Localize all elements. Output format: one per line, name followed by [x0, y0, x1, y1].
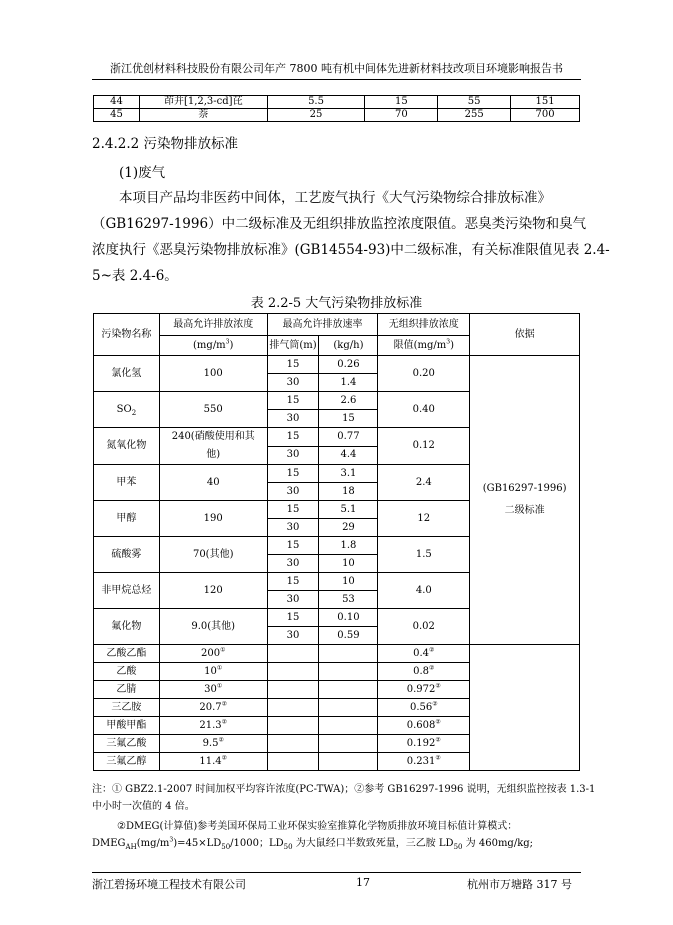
pollutant-name: 甲酸甲酯 [94, 717, 160, 735]
stack-height: 30 [267, 627, 319, 645]
emission-rate [319, 753, 378, 771]
table-cell: 15 [365, 96, 438, 109]
footer-rule [92, 872, 581, 873]
fugitive-limit: 0.12 [378, 428, 470, 465]
max-concentration: 20.7② [159, 699, 267, 717]
table-cell: 151 [511, 96, 580, 109]
pollutant-name: 乙酸乙酯 [94, 645, 160, 663]
stack-height: 15 [267, 537, 319, 555]
table-caption: 表 2.2-5 大气污染物排放标准 [250, 296, 423, 311]
stack-height: 15 [267, 392, 319, 410]
pollutant-name: 三乙胺 [94, 699, 160, 717]
emission-rate: 2.6 [319, 392, 378, 410]
pollutant-name: 甲醇 [94, 501, 160, 537]
fugitive-limit: 1.5 [378, 537, 470, 573]
stack-height [267, 663, 319, 681]
max-concentration: 70(其他) [159, 537, 267, 573]
stack-height: 30 [267, 555, 319, 573]
page-number: 17 [356, 876, 370, 889]
max-concentration: 9.0(其他) [159, 609, 267, 645]
fugitive-limit: 0.02 [378, 609, 470, 645]
paragraph-line: 浓度执行《恶臭污染物排放标准》(GB14554-93)中二级标准，有关标准限值见表 2.4- [92, 242, 610, 258]
table-cell: 44 [94, 96, 140, 109]
page-header: 浙江优创材料科技股份有限公司年产 7800 吨有机中间体先进新材料技改项目环境影响报告书 [110, 62, 563, 75]
fugitive-limit: 0.56② [378, 699, 470, 717]
emission-standards-table [93, 313, 580, 771]
stack-height [267, 735, 319, 753]
stack-height: 30 [267, 446, 319, 465]
header-fugitive-line2: 限值$(mg/m^3)$ [378, 336, 470, 356]
max-concentration: 9.5② [159, 735, 267, 753]
stack-height: 15 [267, 501, 319, 519]
stack-height: 15 [267, 609, 319, 627]
emission-rate: 15 [319, 410, 378, 428]
max-concentration: 190 [159, 501, 267, 537]
stack-height: 15 [267, 428, 319, 447]
header-basis: 依据 [470, 314, 580, 356]
header-fugitive-line1: 无组织排放浓度 [378, 314, 470, 336]
max-concentration: 550 [159, 392, 267, 428]
table-row [94, 96, 580, 109]
table-cell: 55 [438, 96, 511, 109]
emission-rate: 4.4 [319, 446, 378, 465]
pollutant-name: 氟化物 [94, 609, 160, 645]
stack-height: 30 [267, 410, 319, 428]
pollutant-name: 三氟乙醇 [94, 753, 160, 771]
stack-height: 30 [267, 519, 319, 537]
fugitive-limit: 0.4② [378, 645, 470, 663]
section-heading: 2.4.2.2 污染物排放标准 [92, 136, 239, 152]
max-concentration: 10① [159, 663, 267, 681]
pollutant-name: 乙酸 [94, 663, 160, 681]
emission-rate: 0.77 [319, 428, 378, 447]
emission-rate: 5.1 [319, 501, 378, 519]
table-cell: 5.5 [267, 96, 365, 109]
emission-rate: 29 [319, 519, 378, 537]
table-cell: 萘 [139, 109, 267, 122]
pollutant-name: 甲苯 [94, 465, 160, 501]
fugitive-limit: 0.972② [378, 681, 470, 699]
header-rate: 最高允许排放速率 [267, 314, 378, 336]
pollutant-name: 硫酸雾 [94, 537, 160, 573]
continued-table [93, 95, 580, 122]
paragraph-line: 5~表 2.4-6。 [92, 268, 178, 284]
max-concentration: 30① [159, 681, 267, 699]
footer-company: 浙江碧扬环境工程技术有限公司 [92, 878, 246, 891]
section-subheading: (1)废气 [119, 165, 166, 181]
stack-height: 15 [267, 465, 319, 483]
fugitive-limit: 0.20 [378, 356, 470, 392]
emission-rate [319, 717, 378, 735]
note-line: 中小时一次值的 4 倍。 [92, 801, 195, 812]
header-conc-line2: $(mg/m^3)$ [159, 336, 267, 356]
pollutant-name: 氯化氢 [94, 356, 160, 392]
emission-rate: 53 [319, 591, 378, 609]
stack-height [267, 699, 319, 717]
fugitive-limit: 0.40 [378, 392, 470, 428]
fugitive-limit: 0.231② [378, 753, 470, 771]
header-stack: 排气筒(m) [267, 336, 319, 356]
paragraph-line: （GB16297-1996）中二级标准及无组织排放监控浓度限值。恶臭类污染物和臭气 [92, 216, 587, 232]
stack-height: 30 [267, 483, 319, 501]
basis-cell [470, 645, 580, 771]
table-cell: 茚并[1,2,3-cd]芘 [139, 96, 267, 109]
emission-rate: 10 [319, 555, 378, 573]
emission-rate [319, 681, 378, 699]
pollutant-name: 乙腈 [94, 681, 160, 699]
footer-address: 杭州市万塘路 317 号 [467, 878, 572, 891]
header-rule [92, 79, 581, 80]
paragraph-line: 本项目产品均非医药中间体，工艺废气执行《大气污染物综合排放标准》 [119, 190, 551, 206]
stack-height [267, 681, 319, 699]
stack-height: 15 [267, 356, 319, 374]
pollutant-name: 非甲烷总烃 [94, 573, 160, 609]
header-conc-line1: 最高允许排放浓度 [159, 314, 267, 336]
table-cell: 700 [511, 109, 580, 122]
emission-rate [319, 699, 378, 717]
stack-height: 15 [267, 573, 319, 591]
fugitive-limit: 0.192② [378, 735, 470, 753]
header-pollutant: 污染物名称 [94, 314, 160, 356]
emission-rate: 1.8 [319, 537, 378, 555]
emission-rate [319, 735, 378, 753]
stack-height [267, 645, 319, 663]
note-line: $DMEG_{AH}(mg/m^3)=45\times LD_{50}/1000$；$LD_{50}$ 为大鼠经口半数致死量，三乙胺 $LD_{50}$ 为 460mg/kg; [92, 836, 534, 851]
stack-height [267, 753, 319, 771]
max-concentration: 11.4② [159, 753, 267, 771]
table-cell: 70 [365, 109, 438, 122]
emission-rate: 3.1 [319, 465, 378, 483]
stack-height: 30 [267, 374, 319, 392]
max-concentration: 21.3② [159, 717, 267, 735]
table-cell: 45 [94, 109, 140, 122]
pollutant-name: 三氟乙酸 [94, 735, 160, 753]
header-rate-unit: (kg/h) [319, 336, 378, 356]
max-concentration: 100 [159, 356, 267, 392]
emission-rate [319, 663, 378, 681]
max-concentration: 200① [159, 645, 267, 663]
table-row [94, 109, 580, 122]
table-row [94, 356, 580, 374]
fugitive-limit: 0.8② [378, 663, 470, 681]
max-concentration: 40 [159, 465, 267, 501]
max-concentration: 240(硝酸使用和其他) [159, 428, 267, 465]
fugitive-limit: 2.4 [378, 465, 470, 501]
emission-rate: 18 [319, 483, 378, 501]
note-line: ②DMEG(计算值)参考美国环保局工业环保实验室推算化学物质排放环境目标值计算模式： [117, 821, 518, 832]
table-cell: 25 [267, 109, 365, 122]
emission-rate: 1.4 [319, 374, 378, 392]
emission-rate: 0.10 [319, 609, 378, 627]
table-cell: 255 [438, 109, 511, 122]
fugitive-limit: 0.608② [378, 717, 470, 735]
emission-rate [319, 645, 378, 663]
pollutant-name: 氮氧化物 [94, 428, 160, 465]
pollutant-name: $SO_2$ [94, 392, 160, 428]
emission-rate: 10 [319, 573, 378, 591]
table-row [94, 645, 580, 663]
emission-rate: 0.59 [319, 627, 378, 645]
basis-cell: (GB16297-1996) 二级标准 [470, 356, 580, 645]
fugitive-limit: 4.0 [378, 573, 470, 609]
fugitive-limit: 12 [378, 501, 470, 537]
note-line: 注：① GBZ2.1-2007 时间加权平均容许浓度(PC-TWA)；②参考 GB16297-1996 说明，无组织监控按表 1.3-1 [92, 784, 596, 795]
max-concentration: 120 [159, 573, 267, 609]
stack-height [267, 717, 319, 735]
stack-height: 30 [267, 591, 319, 609]
emission-rate: 0.26 [319, 356, 378, 374]
